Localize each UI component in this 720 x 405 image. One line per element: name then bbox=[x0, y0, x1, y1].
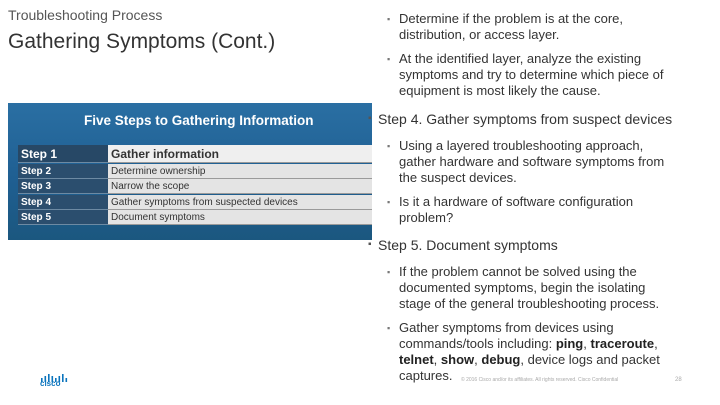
step4-heading: ▪ Step 4. Gather symptoms from suspect devices bbox=[378, 111, 672, 127]
bullet-line: ▪ At the identified layer, analyze the existing bbox=[399, 51, 642, 66]
step5-heading: ▪ Step 5. Document symptoms bbox=[378, 237, 558, 253]
bullet-line: equipment is most likely the cause. bbox=[399, 83, 601, 98]
sub-bullet bbox=[399, 194, 699, 226]
cisco-logo-text: cisco bbox=[40, 379, 61, 388]
step-label: Step 4 bbox=[18, 195, 108, 210]
bullet-line: stage of the general troubleshooting process. bbox=[399, 296, 660, 311]
bullet-line: ▪ Using a layered troubleshooting approach, bbox=[399, 138, 644, 153]
bullet-line: documented symptoms, begin the isolating bbox=[399, 280, 646, 295]
command-telnet: telnet bbox=[399, 352, 434, 367]
step-label: Step 5 bbox=[18, 210, 108, 225]
bullet-line: ▪ Determine if the problem is at the core, bbox=[399, 11, 623, 26]
bullet-line: captures. bbox=[399, 368, 453, 383]
text: , device logs and packet bbox=[520, 352, 660, 367]
step-label: Step 3 bbox=[18, 179, 108, 194]
sub-bullet bbox=[399, 51, 699, 99]
bullet-line: ▪ Gather symptoms from devices using bbox=[399, 320, 614, 335]
text: , bbox=[474, 352, 482, 367]
command-ping: ping bbox=[555, 336, 584, 351]
bullet-line: distribution, or access layer. bbox=[399, 27, 560, 42]
sub-bullet bbox=[399, 264, 699, 312]
section-eyebrow: Troubleshooting Process bbox=[8, 7, 163, 23]
step-text: Determine ownership bbox=[108, 164, 372, 179]
step-text: Gather information bbox=[108, 145, 372, 163]
bullet-line: gather hardware and software symptoms from bbox=[399, 154, 665, 169]
command-show: show bbox=[440, 352, 475, 367]
step-text: Document symptoms bbox=[108, 210, 372, 225]
step-label: Step 1 bbox=[18, 145, 108, 163]
footer-copyright: © 2016 Cisco and/or its affiliates. All rights reserved. Cisco Confidential bbox=[461, 377, 619, 383]
text: , bbox=[654, 336, 658, 351]
text: , bbox=[583, 336, 591, 351]
page-number: 28 bbox=[675, 377, 682, 383]
bullet-line: ▪ If the problem cannot be solved using the bbox=[399, 264, 637, 279]
bullet-line: symptoms and try to determine which piece of bbox=[399, 67, 664, 82]
step-text: Gather symptoms from suspected devices bbox=[108, 195, 372, 210]
step-label: Step 2 bbox=[18, 164, 108, 179]
bullet-line: problem? bbox=[399, 210, 454, 225]
bullet-line: ▪ Is it a hardware of software configuration bbox=[399, 194, 634, 209]
figure-title: Five Steps to Gathering Information bbox=[84, 113, 314, 128]
text: commands/tools including: bbox=[399, 336, 556, 351]
sub-bullet bbox=[399, 138, 699, 186]
bullet-line bbox=[399, 336, 699, 352]
sub-bullet bbox=[399, 320, 699, 384]
bullet-line: the suspect devices. bbox=[399, 170, 517, 185]
step-text: Narrow the scope bbox=[108, 179, 372, 194]
slide-title: Gathering Symptoms (Cont.) bbox=[8, 30, 276, 53]
bullet-line bbox=[399, 352, 699, 368]
command-debug: debug bbox=[481, 352, 521, 367]
sub-bullet bbox=[399, 11, 699, 43]
command-traceroute: traceroute bbox=[590, 336, 655, 351]
text: , bbox=[433, 352, 441, 367]
